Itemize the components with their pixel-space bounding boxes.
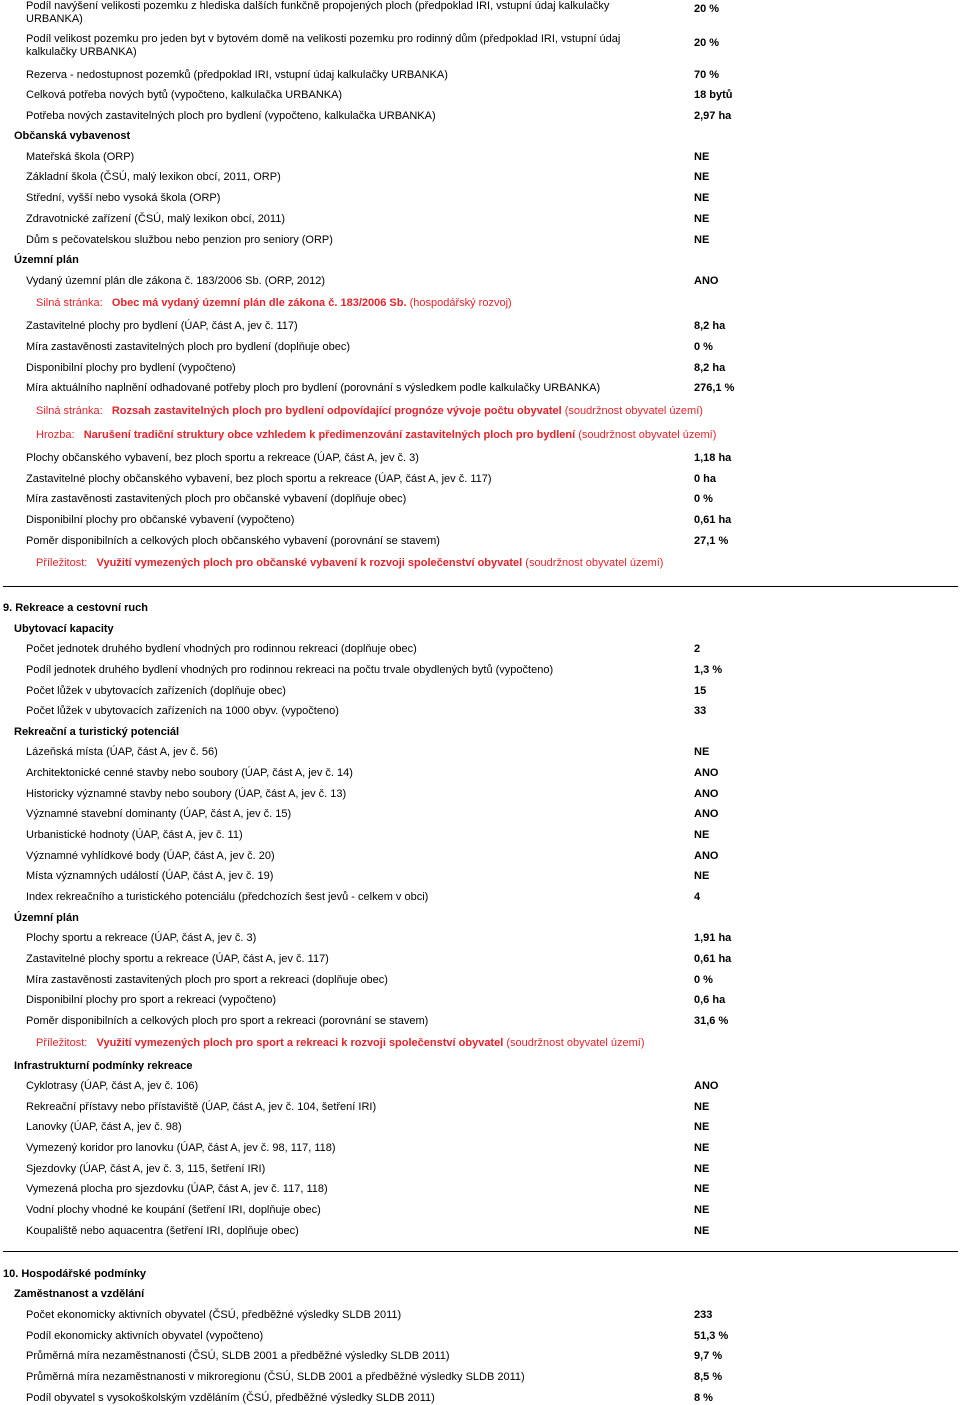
heading-text: Infrastrukturní podmínky rekreace — [14, 1060, 193, 1072]
row-value: ANO — [694, 275, 719, 287]
subsection-heading — [0, 909, 960, 929]
row-label: Místa významných událostí (ÚAP, část A, jev č. 19) — [26, 870, 274, 882]
row-label: Významné vyhlídkové body (ÚAP, část A, jev č. 20) — [26, 850, 275, 862]
row-label: Podíl velikost pozemku pro jeden byt v bytovém domě na velikosti pozemku pro rodinný dům (předpoklad IRI, vstupní údaj kalkulačky URBANKA) — [26, 33, 621, 58]
row-value: NE — [694, 1204, 710, 1216]
row-label: Míra zastavěnosti zastavitených ploch pro sport a rekreaci (doplňuje obec) — [26, 974, 388, 986]
row-label: Disponibilní plochy pro sport a rekreaci (vypočteno) — [26, 994, 277, 1006]
row-value: 1,91 ha — [694, 932, 732, 944]
table-row — [0, 317, 960, 337]
row-label: Historicky významné stavby nebo soubory (ÚAP, část A, jev č. 13) — [26, 788, 347, 800]
section-divider — [3, 1251, 958, 1252]
row-label: Plochy občanského vybavení, bez ploch sportu a rekreace (ÚAP, část A, jev č. 3) — [26, 452, 419, 464]
section-divider — [3, 586, 958, 587]
table-row — [0, 867, 960, 887]
row-value: 20 % — [694, 37, 720, 49]
table-row — [0, 785, 960, 805]
row-value: 0 ha — [694, 473, 717, 485]
row-label: Lanovky (ÚAP, část A, jev č. 98) — [26, 1121, 182, 1133]
note-suffix: (soudržnost obyvatel území) — [525, 557, 664, 569]
note-bold: Využití vymezených ploch pro občanské vybavení k rozvoji společenství obyvatel — [96, 557, 523, 569]
swot-note — [0, 294, 960, 314]
row-value: ANO — [694, 788, 719, 800]
row-value: 8,2 ha — [694, 320, 726, 332]
row-value: 33 — [694, 705, 707, 717]
row-value: 0,61 ha — [694, 953, 732, 965]
heading-text: Zaměstnanost a vzdělání — [14, 1288, 145, 1300]
table-row — [0, 847, 960, 867]
table-row — [0, 950, 960, 970]
row-value: 1,18 ha — [694, 452, 732, 464]
row-label: Základní škola (ČSÚ, malý lexikon obcí, 2011, ORP) — [26, 171, 281, 183]
row-label: Celková potřeba nových bytů (vypočteno, kalkulačka URBANKA) — [26, 89, 343, 101]
table-row — [0, 743, 960, 763]
row-label: Potřeba nových zastavitelných ploch pro bydlení (vypočteno, kalkulačka URBANKA) — [26, 110, 436, 122]
table-row — [0, 888, 960, 908]
subsection-heading — [0, 723, 960, 743]
table-row — [0, 272, 960, 292]
row-value: ANO — [694, 1080, 719, 1092]
row-value: 0 % — [694, 341, 713, 353]
row-value: 0,61 ha — [694, 514, 732, 526]
row-label: Vydaný územní plán dle zákona č. 183/2006 Sb. (ORP, 2012) — [26, 275, 326, 287]
row-value: 0,6 ha — [694, 994, 726, 1006]
swot-note — [0, 554, 960, 574]
table-row — [0, 1389, 960, 1405]
row-value: NE — [694, 213, 710, 225]
row-value: 2,97 ha — [694, 110, 732, 122]
row-label: Podíl jednotek druhého bydlení vhodných pro rodinnou rekreaci na počtu trvale obydlených bytů (vypočteno) — [26, 664, 554, 676]
subsection-heading — [0, 1285, 960, 1305]
row-label: Vymezená plocha pro sjezdovku (ÚAP, část A, jev č. 117, 118) — [26, 1183, 328, 1195]
row-label: Vodní plochy vhodné ke koupání (šetření IRI, doplňuje obec) — [26, 1204, 321, 1216]
row-value: ANO — [694, 850, 719, 862]
heading-text: Územní plán — [14, 912, 79, 924]
row-value: 0 % — [694, 493, 713, 505]
row-label: Průměrná míra nezaměstnanosti v mikroregionu (ČSÚ, SLDB 2001 a předběžné výsledky SLDB 2011) — [26, 1371, 525, 1383]
row-value: NE — [694, 1225, 710, 1237]
subsection-heading — [0, 251, 960, 271]
section-heading — [0, 599, 960, 619]
row-value: 8,5 % — [694, 1371, 723, 1383]
row-value: ANO — [694, 767, 719, 779]
heading-text: Územní plán — [14, 254, 79, 266]
row-value: NE — [694, 1121, 710, 1133]
table-row — [0, 1327, 960, 1347]
row-label: Počet lůžek v ubytovacích zařízeních na 1000 obyv. (vypočteno) — [26, 705, 339, 717]
row-value: NE — [694, 870, 710, 882]
row-label: Vymezený koridor pro lanovku (ÚAP, část A, jev č. 98, 117, 118) — [26, 1142, 336, 1154]
row-label: Dům s pečovatelskou službou nebo penzion pro seniory (ORP) — [26, 234, 333, 246]
row-value: NE — [694, 1183, 710, 1195]
section-heading — [0, 1265, 960, 1285]
row-label: Poměr disponibilních a celkových ploch občanského vybavení (porovnání se stavem) — [26, 535, 440, 547]
row-label: Urbanistické hodnoty (ÚAP, část A, jev č. 11) — [26, 829, 243, 841]
table-row — [0, 66, 960, 86]
row-label: Poměr disponibilních a celkových ploch pro sport a rekreaci (porovnání se stavem) — [26, 1015, 429, 1027]
section-title: 9. Rekreace a cestovní ruch — [3, 602, 148, 614]
row-label: Zastavitelné plochy sportu a rekreace (ÚAP, část A, jev č. 117) — [26, 953, 329, 965]
row-label: Počet lůžek v ubytovacích zařízeních (doplňuje obec) — [26, 685, 286, 697]
row-value: 9,7 % — [694, 1350, 723, 1362]
table-row — [0, 86, 960, 106]
table-row — [0, 0, 960, 26]
row-label: Index rekreačního a turistického potenciálu (předchozích šest jevů - celkem v obci) — [26, 891, 429, 903]
row-label: Významné stavební dominanty (ÚAP, část A, jev č. 15) — [26, 808, 292, 820]
note-bold: Rozsah zastavitelných ploch pro bydlení odpovídající prognóze vývoje počtu obyvatel — [111, 405, 562, 417]
table-row — [0, 1160, 960, 1180]
row-value: 27,1 % — [694, 535, 729, 547]
row-value: 31,6 % — [694, 1015, 729, 1027]
table-row — [0, 764, 960, 784]
row-value: 20 % — [694, 3, 720, 15]
table-row — [0, 1347, 960, 1367]
row-value: 70 % — [694, 69, 720, 81]
subsection-heading — [0, 1057, 960, 1077]
table-row — [0, 338, 960, 358]
heading-text: Rekreační a turistický potenciál — [14, 726, 180, 738]
table-row — [0, 682, 960, 702]
table-row — [0, 210, 960, 230]
table-row — [0, 33, 960, 59]
table-row — [0, 532, 960, 552]
note-bold: Využití vymezených ploch pro sport a rekreaci k rozvoji společenství obyvatel — [96, 1037, 504, 1049]
table-row — [0, 189, 960, 209]
note-suffix: (soudržnost obyvatel území) — [578, 429, 717, 441]
table-row — [0, 640, 960, 660]
note-prefix: Hrozba: — [36, 429, 75, 441]
row-label: Počet jednotek druhého bydlení vhodných pro rodinnou rekreaci (doplňuje obec) — [26, 643, 417, 655]
row-value: NE — [694, 151, 710, 163]
heading-text: Občanská vybavenost — [14, 130, 131, 142]
table-row — [0, 991, 960, 1011]
note-prefix: Příležitost: — [36, 1037, 88, 1049]
row-value: NE — [694, 1163, 710, 1175]
subsection-heading — [0, 620, 960, 640]
table-row — [0, 929, 960, 949]
note-prefix: Silná stránka: — [36, 297, 103, 309]
row-value: NE — [694, 1101, 710, 1113]
table-row — [0, 449, 960, 469]
row-value: ANO — [694, 808, 719, 820]
row-label: Mateřská škola (ORP) — [26, 151, 135, 163]
row-value: 2 — [694, 643, 701, 655]
row-value: NE — [694, 171, 710, 183]
swot-note — [0, 402, 960, 422]
note-bold: Obec má vydaný územní plán dle zákona č. 183/2006 Sb. — [111, 297, 407, 309]
row-label: Sjezdovky (ÚAP, část A, jev č. 3, 115, šetření IRI) — [26, 1163, 266, 1175]
row-value: NE — [694, 746, 710, 758]
row-label: Disponibilní plochy pro bydlení (vypočteno) — [26, 362, 236, 374]
table-row — [0, 231, 960, 251]
note-prefix: Příležitost: — [36, 557, 88, 569]
swot-note — [0, 1034, 960, 1054]
table-row — [0, 1098, 960, 1118]
row-label: Střední, vyšší nebo vysoká škola (ORP) — [26, 192, 221, 204]
table-row — [0, 661, 960, 681]
row-label: Plochy sportu a rekreace (ÚAP, část A, jev č. 3) — [26, 932, 257, 944]
section-title: 10. Hospodářské podmínky — [3, 1268, 147, 1280]
table-row — [0, 1012, 960, 1032]
table-row — [0, 379, 960, 399]
table-row — [0, 1077, 960, 1097]
swot-note — [0, 426, 960, 446]
row-label: Rezerva - nedostupnost pozemků (předpoklad IRI, vstupní údaj kalkulačky URBANKA) — [26, 69, 448, 81]
table-row — [0, 490, 960, 510]
row-value: 0 % — [694, 974, 713, 986]
note-suffix: (soudržnost obyvatel území) — [506, 1037, 645, 1049]
row-label: Zdravotnické zařízení (ČSÚ, malý lexikon obcí, 2011) — [26, 213, 286, 225]
row-value: NE — [694, 1142, 710, 1154]
row-label: Podíl navýšení velikosti pozemku z hlediska dalších funkčně propojených ploch (předpoklad IRI, vstupní údaj kalkulačky URBANKA) — [26, 0, 610, 25]
table-row — [0, 148, 960, 168]
table-row — [0, 470, 960, 490]
row-value: 233 — [694, 1309, 713, 1321]
row-value: 276,1 % — [694, 382, 735, 394]
row-label: Disponibilní plochy pro občanské vybavení (vypočteno) — [26, 514, 295, 526]
note-prefix: Silná stránka: — [36, 405, 103, 417]
row-value: 18 bytů — [694, 89, 733, 101]
table-row — [0, 1201, 960, 1221]
table-row — [0, 1139, 960, 1159]
row-label: Míra aktuálního naplnění odhadované potřeby ploch pro bydlení (porovnání s výsledkem podle kalkulačky URBANKA) — [26, 382, 601, 394]
row-label: Míra zastavěnosti zastavitených ploch pro občanské vybavení (doplňuje obec) — [26, 493, 407, 505]
table-row — [0, 1306, 960, 1326]
row-value: NE — [694, 234, 710, 246]
row-label: Míra zastavěnosti zastavitelných ploch pro bydlení (doplňuje obec) — [26, 341, 351, 353]
row-value: 51,3 % — [694, 1330, 729, 1342]
row-label: Zastavitelné plochy pro bydlení (ÚAP, část A, jev č. 117) — [26, 320, 298, 332]
row-label: Průměrná míra nezaměstnanosti (ČSÚ, SLDB 2001 a předběžné výsledky SLDB 2011) — [26, 1350, 450, 1362]
row-value: 15 — [694, 685, 707, 697]
table-row — [0, 1180, 960, 1200]
table-row — [0, 971, 960, 991]
row-label: Architektonické cenné stavby nebo soubory (ÚAP, část A, jev č. 14) — [26, 767, 353, 779]
note-suffix: (soudržnost obyvatel území) — [564, 405, 703, 417]
row-value: 8 % — [694, 1392, 713, 1404]
note-suffix: (hospodářský rozvoj) — [409, 297, 512, 309]
row-label: Rekreační přístavy nebo přístaviště (ÚAP, část A, jev č. 104, šetření IRI) — [26, 1101, 377, 1113]
subsection-heading — [0, 127, 960, 147]
row-value: 4 — [694, 891, 701, 903]
row-value: NE — [694, 192, 710, 204]
heading-text: Ubytovací kapacity — [14, 623, 114, 635]
table-row — [0, 702, 960, 722]
row-label: Cyklotrasy (ÚAP, část A, jev č. 106) — [26, 1080, 199, 1092]
table-row — [0, 826, 960, 846]
table-row — [0, 359, 960, 379]
row-label: Počet ekonomicky aktivních obyvatel (ČSÚ, předběžné výsledky SLDB 2011) — [26, 1309, 402, 1321]
row-label: Zastavitelné plochy občanského vybavení, bez ploch sportu a rekreace (ÚAP, část A, jev č. 117) — [26, 473, 492, 485]
table-row — [0, 1368, 960, 1388]
table-row — [0, 511, 960, 531]
row-label: Podíl obyvatel s vysokoškolským vzděláním (ČSÚ, předběžné výsledky SLDB 2011) — [26, 1392, 435, 1404]
row-value: NE — [694, 829, 710, 841]
table-row — [0, 168, 960, 188]
table-row — [0, 107, 960, 127]
row-label: Podíl ekonomicky aktivních obyvatel (vypočteno) — [26, 1330, 264, 1342]
table-row — [0, 1222, 960, 1242]
table-row — [0, 805, 960, 825]
row-label: Lázeňská místa (ÚAP, část A, jev č. 56) — [26, 746, 218, 758]
row-value: 8,2 ha — [694, 362, 726, 374]
note-bold: Narušení tradiční struktury obce vzhledem k předimenzování zastavitelných ploch pro bydlení — [83, 429, 576, 441]
row-value: 1,3 % — [694, 664, 723, 676]
row-label: Koupaliště nebo aquacentra (šetření IRI, doplňuje obec) — [26, 1225, 299, 1237]
table-row — [0, 1118, 960, 1138]
